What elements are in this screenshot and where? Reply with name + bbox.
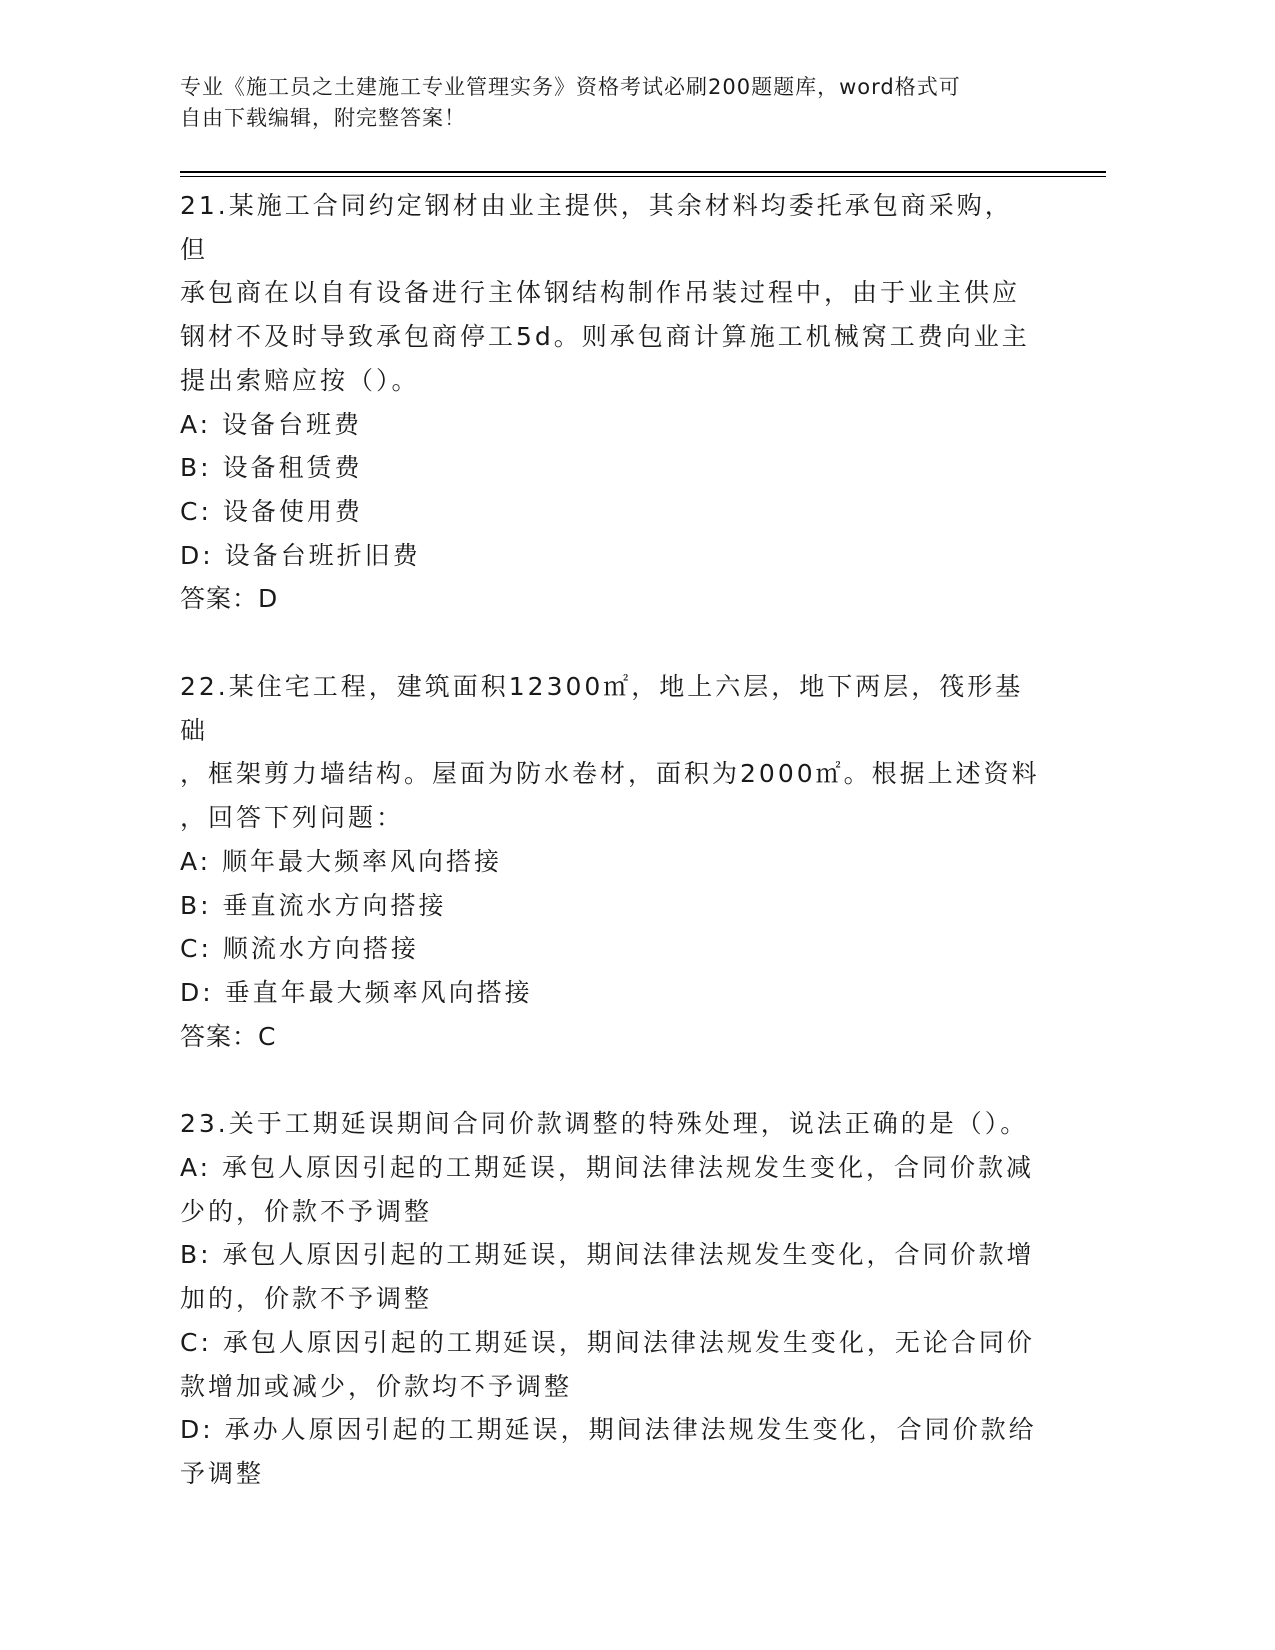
header-divider-thick — [180, 171, 1106, 173]
question-21-option-a: A: 设备台班费 — [180, 409, 363, 439]
question-21-text-line: 提出索赔应按（）。 — [180, 365, 420, 395]
question-22-option-b: B: 垂直流水方向搭接 — [180, 890, 447, 920]
document-header — [180, 72, 1040, 134]
question-spacer — [180, 1058, 1040, 1102]
question-22-text-line: ，框架剪力墙结构。屋面为防水卷材，面积为2000㎡。根据上述资料 — [180, 759, 1040, 789]
question-21 — [180, 184, 1040, 621]
question-22-option-c: C: 顺流水方向搭接 — [180, 934, 419, 964]
question-21-option-d: D: 设备台班折旧费 — [180, 540, 421, 570]
question-spacer — [180, 621, 1040, 665]
question-22 — [180, 665, 1040, 1058]
header-divider-thin — [180, 176, 1106, 177]
question-21-option-b: B: 设备租赁费 — [180, 453, 363, 483]
question-23-option-a-cont: 少的，价款不予调整 — [180, 1196, 433, 1226]
question-23-option-a: A: 承包人原因引起的工期延误，期间法律法规发生变化，合同价款减 — [180, 1153, 1035, 1183]
question-23-option-c-cont: 款增加或减少，价款均不予调整 — [180, 1371, 573, 1401]
question-23 — [180, 1102, 1040, 1495]
question-list — [180, 184, 1040, 1496]
question-23-option-d: D: 承办人原因引起的工期延误，期间法律法规发生变化，合同价款给 — [180, 1415, 1037, 1445]
header-line-1: 专业《施工员之土建施工专业管理实务》资格考试必刷200题题库，word格式可 — [180, 75, 961, 99]
question-22-text-line: 22.某住宅工程，建筑面积12300㎡，地上六层，地下两层，筏形基础 — [180, 672, 1024, 745]
question-23-option-b: B: 承包人原因引起的工期延误，期间法律法规发生变化，合同价款增 — [180, 1240, 1035, 1270]
header-line-2: 自由下载编辑，附完整答案！ — [180, 106, 466, 130]
question-22-answer: 答案：C — [180, 1021, 277, 1051]
question-22-option-d: D: 垂直年最大频率风向搭接 — [180, 977, 533, 1007]
question-23-option-c: C: 承包人原因引起的工期延误，期间法律法规发生变化，无论合同价 — [180, 1327, 1035, 1357]
question-21-answer: 答案：D — [180, 584, 279, 614]
question-21-text-line: 承包商在以自有设备进行主体钢结构制作吊装过程中，由于业主供应 — [180, 278, 1021, 308]
question-21-text-line: 21.某施工合同约定钢材由业主提供，其余材料均委托承包商采购，但 — [180, 191, 1013, 264]
question-21-option-c: C: 设备使用费 — [180, 496, 363, 526]
question-22-text-line: ，回答下列问题： — [180, 803, 405, 833]
question-23-text-line: 23.关于工期延误期间合同价款调整的特殊处理，说法正确的是（）。 — [180, 1109, 1029, 1139]
question-23-option-b-cont: 加的，价款不予调整 — [180, 1284, 433, 1314]
question-21-text-line: 钢材不及时导致承包商停工5d。则承包商计算施工机械窝工费向业主 — [180, 322, 1030, 352]
question-22-option-a: A: 顺年最大频率风向搭接 — [180, 846, 503, 876]
question-23-option-d-cont: 予调整 — [180, 1458, 265, 1488]
